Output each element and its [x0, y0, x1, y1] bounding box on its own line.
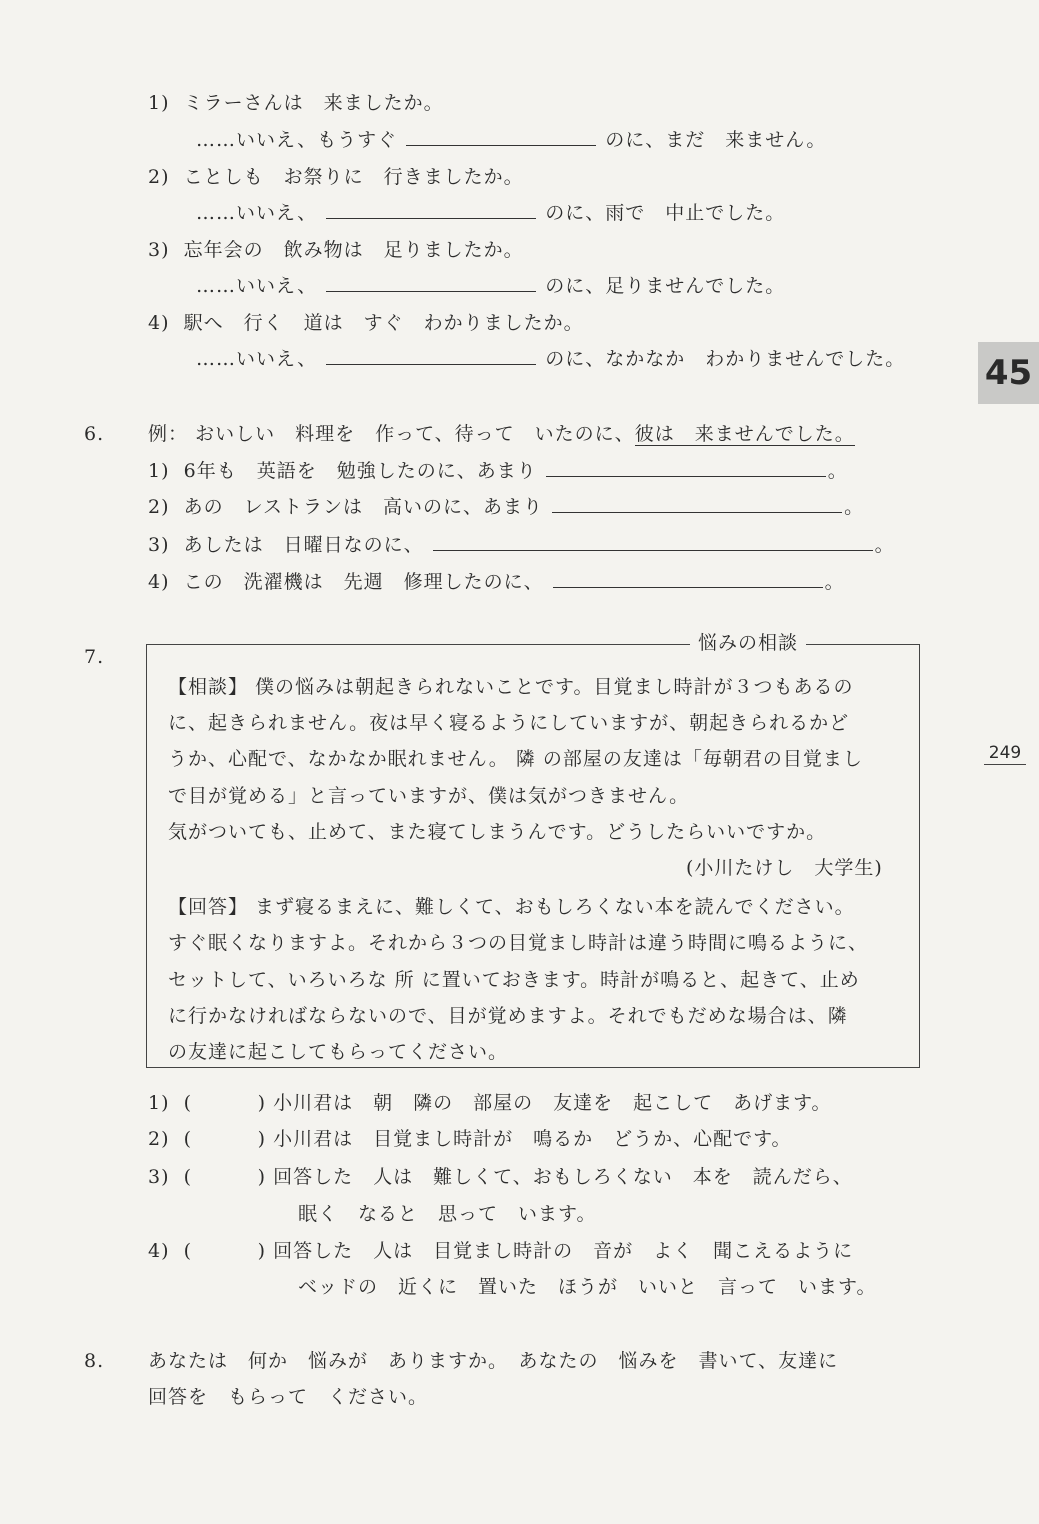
chapter-tab: 45 [978, 342, 1039, 404]
question-text: 忘年会の 飲み物は 足りましたか。 [183, 239, 524, 261]
answer-blank[interactable] [546, 458, 826, 477]
answer-prefix: ……いいえ、 [196, 202, 318, 224]
paren-open: ( [183, 1240, 193, 1262]
s5-item-4-answer [196, 346, 905, 372]
page-number: 249 [984, 742, 1026, 765]
example-text: おいしい 料理を 作って、待って いたのに、 [195, 423, 635, 445]
s6-item-4 [148, 569, 845, 595]
answer-prefix: ……いいえ、もうすぐ [196, 129, 398, 151]
item-number: 3) [148, 534, 170, 556]
answer-blank[interactable] [433, 532, 873, 551]
answer-blank[interactable] [406, 127, 596, 146]
signature: (小川たけし 大学生) [686, 857, 883, 879]
example-answer: 彼は 来ませんでした。 [634, 423, 855, 445]
s7-item-4 [148, 1238, 853, 1264]
item-number: 2) [148, 496, 170, 518]
question-text: 駅へ 行く 道は すぐ わかりましたか。 [183, 312, 584, 334]
s7-item-2 [148, 1126, 792, 1152]
s5-item-2-answer [196, 200, 785, 226]
section-number: 8. [84, 1350, 105, 1372]
statement-text: 回答した 人は 目覚まし時計の 音が よく 聞こえるように [273, 1240, 854, 1262]
s6-example [148, 421, 855, 447]
period: 。 [874, 534, 895, 556]
section-number: 6. [84, 423, 105, 445]
s5-item-2-question [148, 164, 524, 190]
consult-line: に、起きられません。夜は早く寝るようにしていますが、朝起きられるかど [168, 712, 850, 734]
answer-suffix: のに、なかなか わかりませんでした。 [545, 348, 906, 370]
answer-suffix: のに、足りませんでした。 [545, 275, 786, 297]
section-number: 7. [84, 646, 105, 668]
item-number: 3) [148, 239, 170, 261]
s8-line-1: あなたは 何か 悩みが ありますか。 あなたの 悩みを 書いて、友達に [148, 1350, 839, 1372]
item-number: 1) [148, 92, 170, 114]
consult-line: 【相談】 僕の悩みは朝起きられないことです。目覚まし時計が３つもあるの [168, 676, 854, 698]
true-false-box[interactable] [184, 1090, 258, 1116]
item-number: 3) [148, 1166, 170, 1188]
period: 。 [824, 571, 845, 593]
box-title: 悩みの相談 [690, 630, 806, 656]
paren-open: ( [183, 1092, 193, 1114]
s7-item-3 [148, 1164, 853, 1190]
item-text: この 洗濯機は 先週 修理したのに、 [183, 571, 544, 593]
answer-line: の友達に起こしてもらってください。 [168, 1041, 509, 1063]
paren-close: ) [257, 1128, 267, 1150]
paren-open: ( [183, 1166, 193, 1188]
s5-item-3-question [148, 237, 524, 263]
s7-item-1 [148, 1090, 832, 1116]
answer-blank[interactable] [326, 273, 536, 292]
s6-item-2 [148, 494, 864, 520]
paren-close: ) [257, 1092, 267, 1114]
consult-line: 気がついても、止めて、また寝てしまうんです。どうしたらいいですか。 [168, 821, 827, 843]
s6-item-1 [148, 458, 848, 484]
true-false-box[interactable] [184, 1126, 258, 1152]
item-text: あの レストランは 高いのに、あまり [183, 496, 544, 518]
item-number: 2) [148, 166, 170, 188]
question-text: ミラーさんは 来ましたか。 [183, 92, 444, 114]
statement-text: 回答した 人は 難しくて、おもしろくない 本を 読んだら、 [273, 1166, 853, 1188]
example-label: 例： [148, 423, 189, 445]
answer-blank[interactable] [326, 346, 536, 365]
item-number: 1) [148, 1092, 170, 1114]
s5-item-3-answer [196, 273, 785, 299]
item-number: 4) [148, 571, 170, 593]
s7-item-3-cont: 眠く なると 思って います。 [298, 1203, 597, 1225]
answer-line: すぐ眠くなりますよ。それから３つの目覚まし時計は違う時間に鳴るように、 [168, 932, 869, 954]
answer-line: 【回答】 まず寝るまえに、難しくて、おもしろくない本を読んでください。 [168, 896, 855, 918]
statement-text: 小川君は 目覚まし時計が 鳴るか どうか、心配です。 [273, 1128, 792, 1150]
answer-prefix: ……いいえ、 [196, 348, 318, 370]
s5-item-4-question [148, 310, 584, 336]
answer-suffix: のに、雨で 中止でした。 [545, 202, 786, 224]
paren-open: ( [183, 1128, 193, 1150]
consult-line: で目が覚める」と言っていますが、僕は気がつきません。 [168, 785, 690, 807]
item-text: あしたは 日曜日なのに、 [183, 534, 424, 556]
s5-item-1-question [148, 90, 444, 116]
question-text: ことしも お祭りに 行きましたか。 [183, 166, 524, 188]
answer-blank[interactable] [552, 494, 842, 513]
s8-line-2: 回答を もらって ください。 [148, 1386, 429, 1408]
true-false-box[interactable] [184, 1164, 258, 1190]
paren-close: ) [257, 1166, 267, 1188]
answer-prefix: ……いいえ、 [196, 275, 318, 297]
item-number: 4) [148, 312, 170, 334]
s5-item-1-answer [196, 127, 826, 153]
true-false-box[interactable] [184, 1238, 258, 1264]
item-text: 6年も 英語を 勉強したのに、あまり [183, 460, 537, 482]
answer-line: セットして、いろいろな 所 に置いておきます。時計が鳴ると、起きて、止め [168, 969, 860, 991]
item-number: 1) [148, 460, 170, 482]
period: 。 [844, 496, 865, 518]
answer-blank[interactable] [553, 569, 823, 588]
answer-suffix: のに、まだ 来ません。 [605, 129, 827, 151]
period: 。 [827, 460, 848, 482]
statement-text: 小川君は 朝 隣の 部屋の 友達を 起こして あげます。 [273, 1092, 832, 1114]
s6-item-3 [148, 532, 895, 558]
paren-close: ) [257, 1240, 267, 1262]
item-number: 4) [148, 1240, 170, 1262]
answer-blank[interactable] [326, 200, 536, 219]
consult-line: うか、心配で、なかなか眠れません。 隣 の部屋の友達は「毎朝君の目覚まし [168, 748, 863, 770]
item-number: 2) [148, 1128, 170, 1150]
answer-line: に行かなければならないので、目が覚めますよ。それでもだめな場合は、隣 [168, 1005, 848, 1027]
s7-item-4-cont: ベッドの 近くに 置いた ほうが いいと 言って います。 [298, 1276, 877, 1298]
